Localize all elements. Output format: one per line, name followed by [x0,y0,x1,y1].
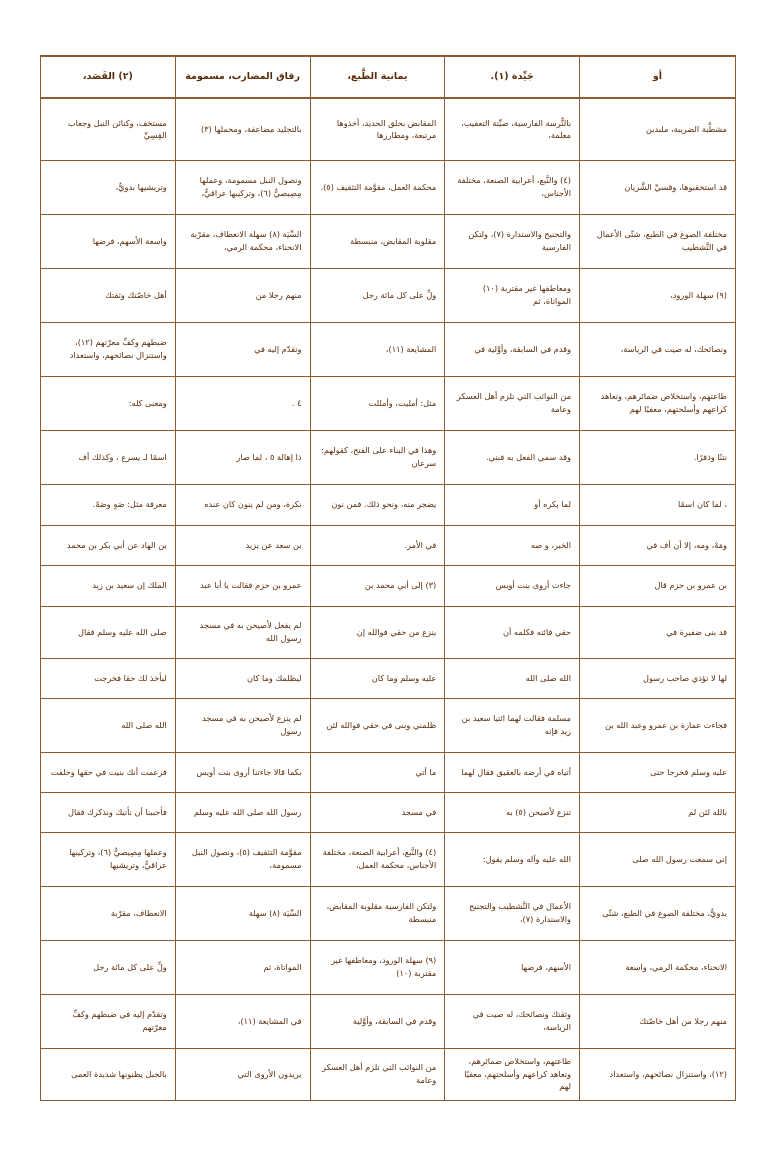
table-row [41,484,736,525]
table-row [41,698,736,752]
table-cell: (٤) والنَّبع، أعرابية الصنعة، مختلفة الأجناس، [445,160,580,214]
table-cell: بالتُّرسة الفارسية، صيِّتة التعقيب، معلمة، [445,98,580,160]
table-row [41,886,736,940]
table-cell: منهم رجلا من أهل خاصّتك [580,994,736,1048]
table-cell: ومعنى كله: [41,376,176,430]
table-cell: في مسجد [310,792,445,832]
table-row [41,160,736,214]
table-cell: بن سعد عن يزيد [175,525,310,565]
table-cell: الله صلى الله [445,658,580,698]
table-cell: وثقتك ونصائحك، له صيت في الرياسة، [445,994,580,1048]
table-cell: الله صلى الله [41,698,176,752]
table-cell: الخبر، و صه [445,525,580,565]
table-cell: أهل خاصّتك وثقتك [41,268,176,322]
table-cell: طاعتهم، واستخلاص ضمائرهم، وتعاهد كراعهم وأسلحتهم، معفيًا لهم [445,1048,580,1100]
table-cell: منهم رجلا من [175,268,310,322]
table-row [41,525,736,565]
table-cell: محكمة العمل، مقوَّمة التثقيف (٥). [310,160,445,214]
table-cell: ضبطهم وكفِّ معرّتهم (١٢)، واستنزال نصائحهم، واستعداد [41,322,176,376]
table-cell: لم ينزع لأصيحن به في مسجد رسول [175,698,310,752]
table-cell: بدويٌّ، مختلفة الصوغ في الطبع، شتّى [580,886,736,940]
table-cell: رسول الله صلى الله عليه وسلم [175,792,310,832]
table-row [41,430,736,484]
table-cell: وعملها مِصِيصيٌّ (٦)، وتركيبها عراقيٌّ، وتريشيها [41,832,176,886]
arabic-text-table [40,55,736,1101]
table-cell: يضجر منه، ونحو ذلك. فمن نون [310,484,445,525]
header-cell-5: (٢) القَصَد، [41,56,176,98]
table-cell: الانحناء، محكمة الرمي، واسعة [580,940,736,994]
table-cell: ليأخذ لك حقا فخرجت [41,658,176,698]
table-cell: ذا إهالة ٥ ، لما صار [175,430,310,484]
table-cell: ونصول النبل مسمومة، وعملها مِصِيصيٌّ (٦)، وتركيبها عراقيٌّ، [175,160,310,214]
table-cell: ولِّ على كل مائة رجل [41,940,176,994]
table-cell: لما يكره أو [445,484,580,525]
table-cell: (٣) إلى أبي محمد بن [310,565,445,606]
table-cell: ومعاطفها غير مقتربة (١٠) المواتاة، ثم [445,268,580,322]
table-cell: ظلمني وبنى في حقي فوالله لئن [310,698,445,752]
table-row [41,752,736,792]
header-cell-3: يمانية الطَّبع، [310,56,445,98]
table-row [41,792,736,832]
table-row [41,832,736,886]
table-cell: نكرة، ومن لم ينون كان عنده [175,484,310,525]
table-cell: (٩) سهلة الورود، ومعاطفها غير مقتربة (١٠) [310,940,445,994]
table-cell: عليه وسلم فخرجا حتى [580,752,736,792]
table-cell: السِّيَة (٨) سهلة [175,886,310,940]
table-cell: مثل: أمليت، وأمللت [310,376,445,430]
table-cell: ومَهْ، ومه، إلا أن أف في [580,525,736,565]
table-cell: المشايعة (١١)، [310,322,445,376]
table-cell: الانعطاف، مقرّبة [41,886,176,940]
table-cell: من النوائب التي تلزم أهل العسكر وعامة [310,1048,445,1100]
table-cell: بالتجليد مضاعفة، ومحملها (٣) [175,98,310,160]
header-cell-4: رقاق المضارب، مسمومة [175,56,310,98]
table-cell: وقدم في السابقة، وأوَّلية في [445,322,580,376]
table-cell: بالجبل يظنونها شديدة العمى [41,1048,176,1100]
table-row [41,1048,736,1100]
table-cell: ، لما كان اسمًا [580,484,736,525]
table-cell: طاعتهم، واستخلاص ضمائرهم، وتعاهد كراعهم وأسلحتهم، معفيًا لهم [580,376,736,430]
table-row [41,994,736,1048]
table-row [41,376,736,430]
table-cell: مقوَّمة التثقيف (٥)، ونصول النبل مسمومة، [175,832,310,886]
table-cell: عليه وسلم وما كان [310,658,445,698]
table-cell: الأعمال في التَّشطيب والتجنيح والاستدارة (٧)، [445,886,580,940]
table-cell: ينزع من حقي فوالله إن [310,606,445,658]
table-cell: المقابض بحلق الحديد، أخذوها مرتبعة، ومطارزها [310,98,445,160]
table-cell: معرفة مثل: صَهٍ وصَهْ. [41,484,176,525]
table-row [41,658,736,698]
table-cell: قد استحقبوها، وقسيِّ الشَّريان [580,160,736,214]
table-cell: (٤) والنَّبع، أعرابية الصنعة، مختلفة الأجناس، محكمة العمل، [310,832,445,886]
table-cell: جاءت أروى بنت أويس [445,565,580,606]
table-cell: الأسهم، فرضها [445,940,580,994]
table-cell: فجاءت عمارة بن عمرو وعبد الله بن [580,698,736,752]
table-cell: صلى الله عليه وسلم فقال [41,606,176,658]
table-cell: مستخف، وكنائن النبل وجعاب القِسِيِّ [41,98,176,160]
table-cell: لها لا تؤذي صاحب رسول [580,658,736,698]
table-cell: عمرو بن حزم فقالت يا أبا عبد [175,565,310,606]
table-cell: (١٢)، واستنزال نصائحهم، واستعداد [580,1048,736,1100]
header-cell-1: أو [580,56,736,98]
table-cell: واسعة الأسهم، فرضها [41,214,176,268]
table-cell: ولِّ على كل مائة رجل [310,268,445,322]
table-cell: في الأمر. [310,525,445,565]
table-cell: أتياه في أرضه بالعقيق فقال لهما [445,752,580,792]
table-cell: بن الهاد عن أبي بكر بن محمد [41,525,176,565]
table-cell: نتنًا وذفرًا. [580,430,736,484]
table-cell: بكما قالا جاءتنا أروى بنت أويس [175,752,310,792]
table-cell: في المشايعة (١١)، [175,994,310,1048]
table-cell: وهذا في البناء على الفتح، كقولهم: سرعان [310,430,445,484]
table-cell: (٩) سهلة الورود، [580,268,736,322]
table-cell: بن عمرو بن حزم قال [580,565,736,606]
table-cell: إني سمعت رسول الله صلى [580,832,736,886]
table-cell: وتقدّم إليه في [175,322,310,376]
table-cell: يريدون الأروى التي [175,1048,310,1100]
table-row [41,606,736,658]
table-cell: ليظلمك وما كان [175,658,310,698]
table-cell: مقلوبة المقابض، منبسطة [310,214,445,268]
table-cell: من النوائب التي تلزم أهل العسكر وعامة [445,376,580,430]
table-cell: المواتاة، ثم [175,940,310,994]
table-cell: فزعمت أنك بنيت في حقها وحلفت [41,752,176,792]
table-row [41,940,736,994]
table-cell: الله عليه وآله وسلم يقول: [445,832,580,886]
table-cell: الملك إن سعيد بن زيد [41,565,176,606]
table-cell: وقد سمي الفعل به فبني. [445,430,580,484]
table-cell: تنزع لأصيحن (٥) به [445,792,580,832]
table-cell: لم يفعل لأصيحن به في مسجد رسول الله [175,606,310,658]
table-cell: مختلفة الصوغ في الطبع، شتّى الأعمال في التَّشطيب [580,214,736,268]
table-cell: ونصائحك، له صيت في الرياسة، [580,322,736,376]
table-cell: مشطَّبة الضريبة، ملبدين [580,98,736,160]
table-cell: ما أتي [310,752,445,792]
header-cell-2: جَيِّدة (١). [445,56,580,98]
table-cell: مسلمة فقالت لهما ائتيا سعيد بن زيد فإنه [445,698,580,752]
table-cell: وتريشيها بدويٌّ، [41,160,176,214]
table-cell: بالله لئن لم [580,792,736,832]
table-cell: فأحببنا أن نأتيك ونذكرك فقال [41,792,176,832]
table-row [41,98,736,160]
table-row [41,268,736,322]
table-cell: قد بنى ضفيرة في [580,606,736,658]
table-cell: والتجنيح والاستدارة (٧)، ولتكن الفارسية [445,214,580,268]
table-row [41,322,736,376]
table-cell: وتقدّم إليه في ضبطهم وكفِّ معرّتهم [41,994,176,1048]
header-row [41,56,736,98]
table-cell: حقي فائته فكلمه أن [445,606,580,658]
table-cell: وقدم في السابقة، وأوَّلية [310,994,445,1048]
table-cell: اسمًا لـ يسرع ، وكذلك أف [41,430,176,484]
table-row [41,565,736,606]
table-cell: ولتكن الفارسية مقلوبة المقابض، منبسطة [310,886,445,940]
table-cell: السِّيَة (٨) سهلة الانعطاف، مقرّبة الانحناء، محكمة الرمي، [175,214,310,268]
table-body [41,98,736,1100]
table-cell: ٤ . [175,376,310,430]
table-row [41,214,736,268]
